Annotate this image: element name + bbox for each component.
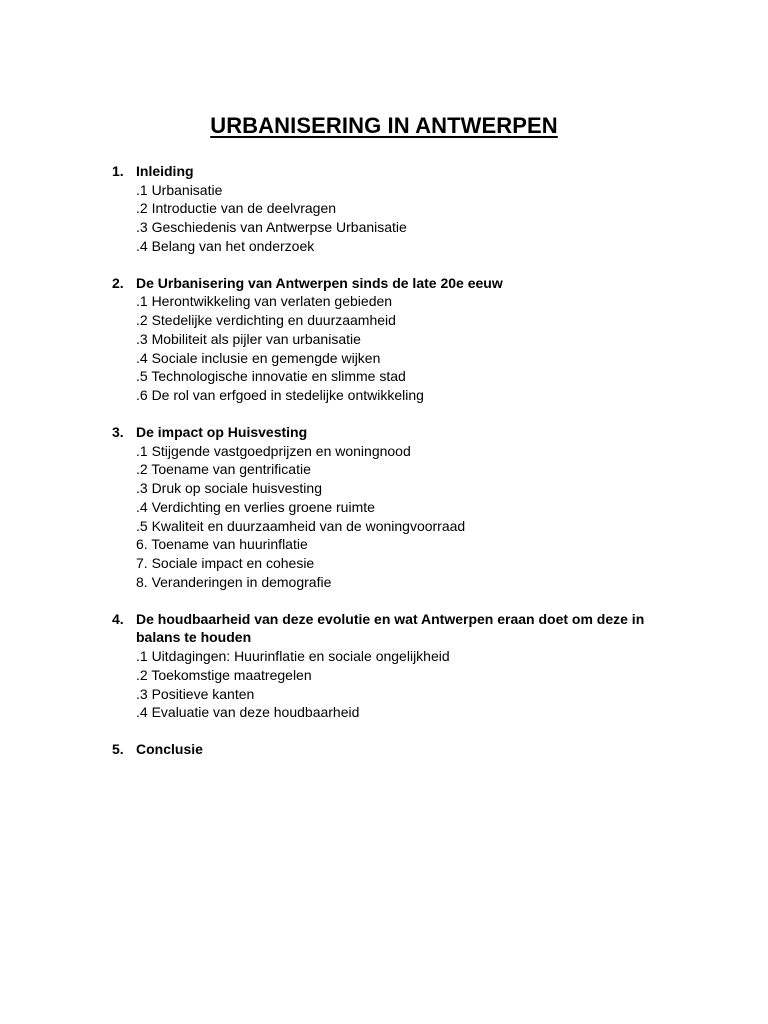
subsection-item: .3 Mobiliteit als pijler van urbanisatie bbox=[136, 330, 361, 347]
subsection-item: .4 Belang van het onderzoek bbox=[136, 237, 315, 254]
section-number: 4. bbox=[112, 610, 124, 627]
subsection-item: .2 Stedelijke verdichting en duurzaamheid bbox=[136, 312, 396, 329]
outline-section bbox=[112, 610, 652, 722]
subsection-item: .3 Druk op sociale huisvesting bbox=[136, 480, 322, 497]
section-number: 3. bbox=[112, 423, 124, 440]
subsection-item: .1 Urbanisatie bbox=[136, 181, 223, 198]
section-heading: Conclusie bbox=[136, 741, 203, 758]
subsection-item: .2 Toekomstige maatregelen bbox=[136, 666, 312, 683]
section-heading: De impact op Huisvesting bbox=[136, 423, 308, 440]
subsection-item: 7. Sociale impact en cohesie bbox=[136, 555, 315, 572]
outline-section bbox=[112, 162, 652, 256]
subsection-item: .2 Toename van gentrificatie bbox=[136, 461, 311, 478]
subsection-item: .2 Introductie van de deelvragen bbox=[136, 200, 337, 217]
subsection-list bbox=[136, 292, 652, 405]
subsection-list bbox=[136, 647, 652, 722]
subsection-list bbox=[136, 181, 652, 256]
subsection-item: .3 Geschiedenis van Antwerpse Urbanisatie bbox=[136, 219, 407, 236]
subsection-item: .4 Verdichting en verlies groene ruimte bbox=[136, 498, 375, 515]
table-of-contents bbox=[112, 162, 652, 777]
outline-section bbox=[112, 274, 652, 405]
section-heading: De houdbaarheid van deze evolutie en wat Antwerpen eraan doet om deze in balans te houden bbox=[136, 610, 645, 646]
subsection-item: 8. Veranderingen in demografie bbox=[136, 573, 332, 590]
subsection-item: .4 Sociale inclusie en gemengde wijken bbox=[136, 349, 381, 366]
document-title: URBANISERING IN ANTWERPEN bbox=[210, 113, 558, 138]
section-number: 5. bbox=[112, 741, 124, 758]
outline-section bbox=[112, 740, 652, 759]
section-heading: De Urbanisering van Antwerpen sinds de late 20e eeuw bbox=[136, 274, 503, 291]
subsection-item: .5 Technologische innovatie en slimme stad bbox=[136, 368, 406, 385]
subsection-item: .3 Positieve kanten bbox=[136, 685, 255, 702]
subsection-item: .1 Stijgende vastgoedprijzen en woningnood bbox=[136, 442, 411, 459]
outline-section bbox=[112, 423, 652, 592]
subsection-item: .6 De rol van erfgoed in stedelijke ontwikkeling bbox=[136, 387, 424, 404]
subsection-item: .4 Evaluatie van deze houdbaarheid bbox=[136, 704, 360, 721]
subsection-item: 6. Toename van huurinflatie bbox=[136, 536, 308, 553]
section-number: 2. bbox=[112, 274, 124, 291]
section-number: 1. bbox=[112, 163, 124, 179]
subsection-item: .1 Herontwikkeling van verlaten gebieden bbox=[136, 293, 393, 310]
subsection-list bbox=[136, 442, 652, 592]
section-heading: Inleiding bbox=[136, 163, 194, 179]
subsection-item: .1 Uitdagingen: Huurinflatie en sociale ongelijkheid bbox=[136, 648, 450, 665]
subsection-item: .5 Kwaliteit en duurzaamheid van de woningvoorraad bbox=[136, 517, 466, 534]
